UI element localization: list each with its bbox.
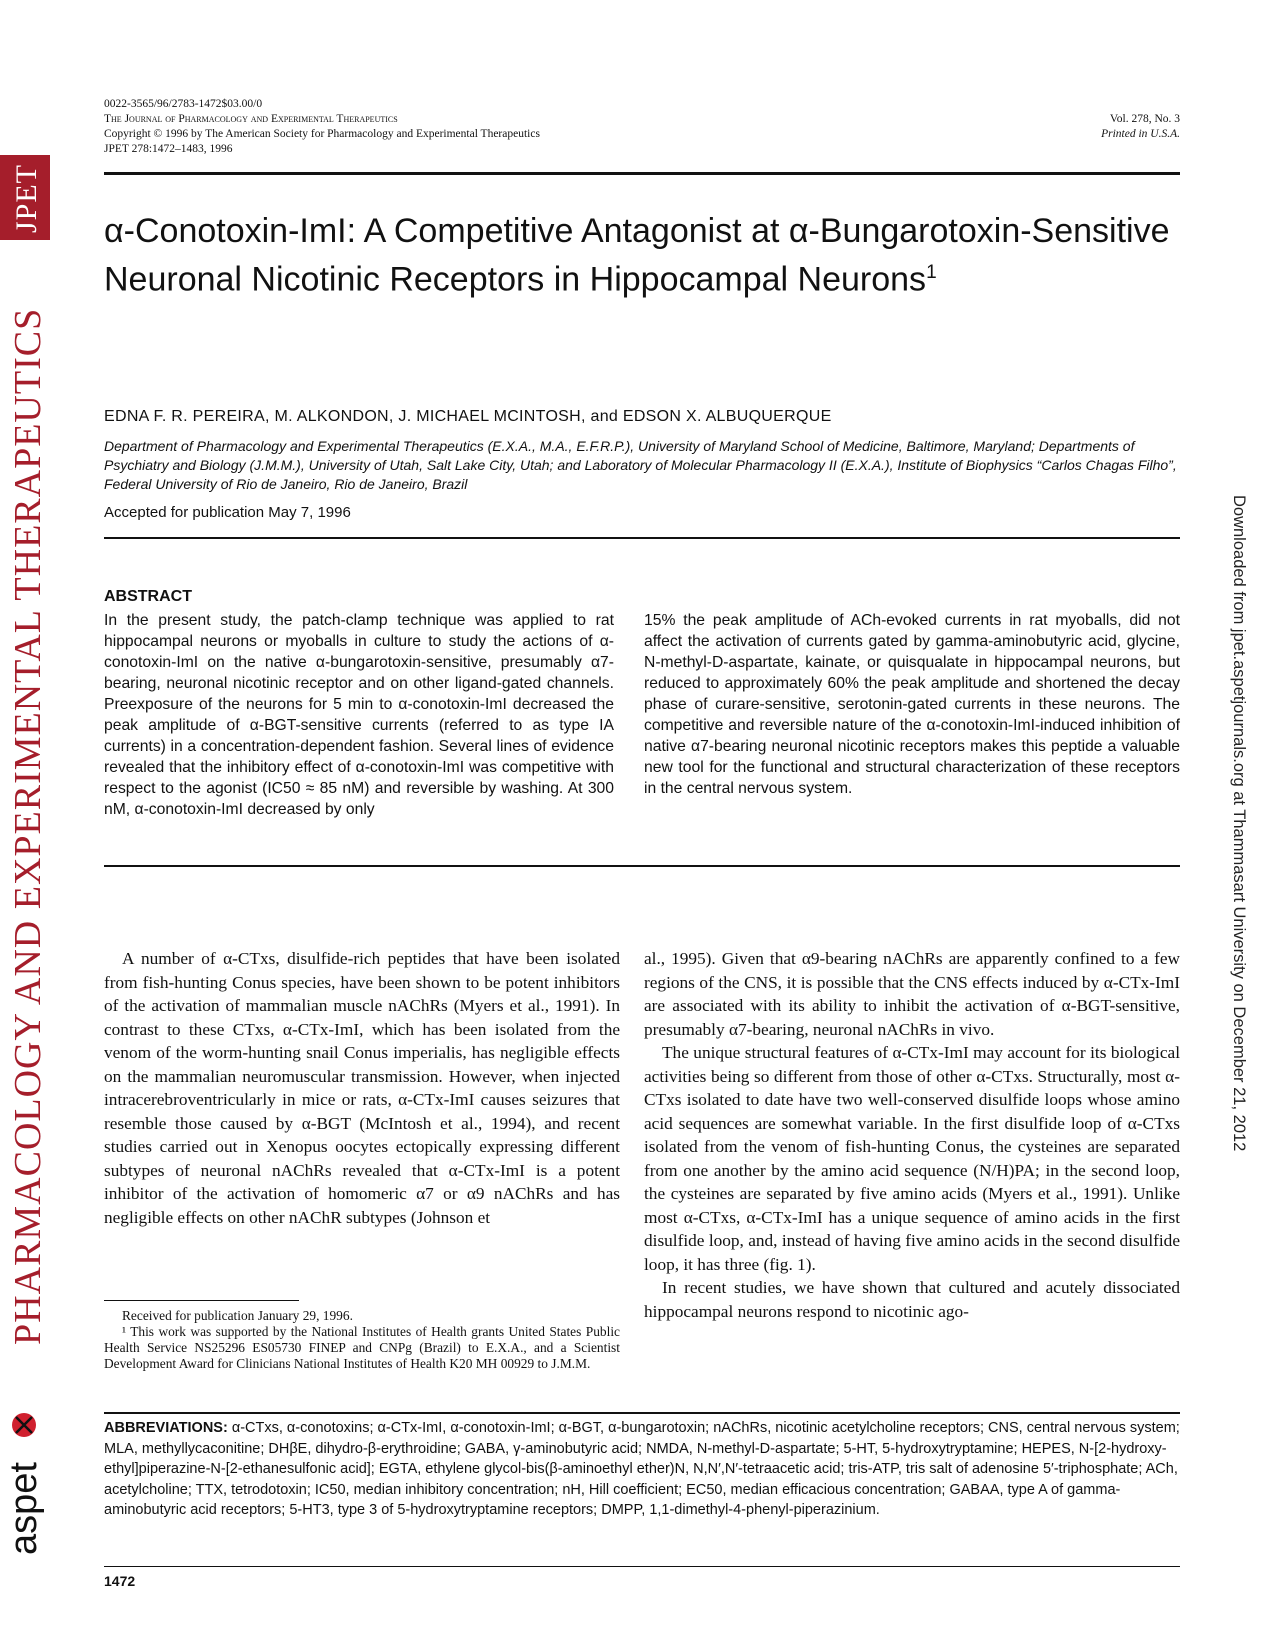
rule-below-abstract <box>104 865 1180 867</box>
abstract-left: In the present study, the patch-clamp technique was applied to rat hippocampal neurons or myoballs in culture to study the actions of α-conotoxin-ImI on the native α-bungarotoxin-sensitive, presumably α7-bearing, neuronal nicotinic receptor and on other ligand-gated channels. Preexposure of the neurons for 5 min to α-conotoxin-ImI decreased the peak amplitude of α-BGT-sensitive currents (referred to as type IA currents) in a concentration-dependent fashion. Several lines of evidence revealed that the inhibitory effect of α-conotoxin-ImI was competitive with respect to the agonist (IC50 ≈ 85 nM) and reversible by washing. At 300 nM, α-conotoxin-ImI decreased by only <box>104 612 614 818</box>
rule-above-abbrev <box>104 1412 1180 1414</box>
footnote-received: Received for publication January 29, 1996. <box>122 1308 353 1323</box>
title-footnote-mark: 1 <box>926 262 937 283</box>
aspet-logo <box>2 1355 48 1555</box>
jpet-banner <box>0 155 50 240</box>
top-rule <box>104 172 1180 175</box>
aspet-logo-text: aspet <box>3 1462 45 1555</box>
footnotes <box>104 1308 620 1372</box>
body-right-column <box>644 947 1180 1323</box>
abbreviations-label: ABBREVIATIONS: <box>104 1420 228 1436</box>
journal-name-vertical: PHARMACOLOGY AND EXPERIMENTAL THERAPEUTICS <box>7 307 49 1345</box>
abbreviations <box>104 1418 1180 1521</box>
body-paragraph: A number of α-CTxs, disulfide-rich peptides that have been isolated from fish-hunting Conus species, have been shown to be potent inhibitors of the activation of mammalian muscle nAChRs (Myers et al., 1991). In contrast to these CTxs, α-CTx-ImI, which has been isolated from the venom of the worm-hunting snail Conus imperialis, has negligible effects on the mammalian neuromuscular transmission. However, when injected intracerebroventricularly in mice or rats, α-CTx-ImI causes seizures that resemble those caused by α-BGT (McIntosh et al., 1994), and recent studies carried out in Xenopus oocytes ectopically expressing different subtypes of neuronal nAChRs revealed that α-CTx-ImI is a potent inhibitor of the activation of homomeric α7 or α9 nAChRs and has negligible effects on other nAChR subtypes (Johnson et <box>104 949 620 1227</box>
article-title <box>104 210 1194 300</box>
authors: EDNA F. R. PEREIRA, M. ALKONDON, J. MICHAEL MCINTOSH, and EDSON X. ALBUQUERQUE <box>104 408 832 425</box>
body-paragraph: In recent studies, we have shown that cultured and acutely dissociated hippocampal neurons respond to nicotinic ago- <box>644 1278 1180 1321</box>
accepted-date: Accepted for publication May 7, 1996 <box>104 504 351 521</box>
page-number: 1472 <box>104 1573 136 1589</box>
jpet-abbrev: JPET <box>10 163 43 233</box>
abstract-right: 15% the peak amplitude of ACh-evoked currents in rat myoballs, did not affect the activation of currents gated by gamma-aminobutyric acid, glycine, N-methyl-D-aspartate, kainate, or quisqualate in hippocampal neurons, but reduced to approximately 60% the peak amplitude and shortened the decay phase of curare-sensitive, serotonin-gated currents in these neurons. The competitive and reversible nature of the α-conotoxin-ImI-induced inhibition of native α7-bearing neuronal nicotinic receptors makes this peptide a valuable new tool for the functional and structural characterization of these receptors in the central nervous system. <box>644 612 1180 797</box>
footnote-rule <box>104 1300 299 1301</box>
body-left-column <box>104 947 620 1229</box>
header-left <box>104 97 540 157</box>
rule-above-page-number <box>104 1566 1180 1567</box>
header-code: 0022-3565/96/2783-1472$03.00/0 <box>104 98 263 110</box>
body-paragraph: al., 1995). Given that α9-bearing nAChRs are apparently confined to a few regions of the CNS, it is possible that the CNS effects induced by α-CTx-ImI are associated with its ability to inhibit the activation of α-BGT-sensitive, presumably α7-bearing, neuronal nAChRs in vivo. <box>644 949 1180 1039</box>
header-printed: Printed in U.S.A. <box>1101 128 1180 140</box>
header-volume: Vol. 278, No. 3 <box>1109 113 1180 125</box>
header-citation: JPET 278:1472–1483, 1996 <box>104 143 233 155</box>
download-note: Downloaded from jpet.aspetjournals.org at Thammasart University on December 21, 2012 <box>1230 495 1248 1152</box>
footnote-funding: ¹ This work was supported by the National Institutes of Health grants United States Public Health Service NS25296 ES05730 FINEP and CNPg (Brazil) to E.X.A., and a Scientist Development Award for Clinicians National Institutes of Health K20 MH 00929 to J.M.M. <box>104 1324 620 1371</box>
header-copyright: Copyright © 1996 by The American Society for Pharmacology and Experimental Therapeutics <box>104 128 540 140</box>
affiliations: Department of Pharmacology and Experimental Therapeutics (E.X.A., M.A., E.F.R.P.), University of Maryland School of Medicine, Baltimore, Maryland; Departments of Psychiatry and Biology (J.M.M.), University of Utah, Salt Lake City, Utah; and Laboratory of Molecular Pharmacology II (E.X.A.), Institute of Biophysics “Carlos Chagas Filho”, Federal University of Rio de Janeiro, Rio de Janeiro, Brazil <box>104 438 1177 492</box>
header-right <box>1000 112 1180 142</box>
rule-above-abstract <box>104 537 1180 539</box>
article-title-text: α-Conotoxin-ImI: A Competitive Antagonist at α-Bungarotoxin-Sensitive Neuronal Nicotinic Receptors in Hippocampal Neurons <box>104 212 1170 299</box>
abstract-heading: ABSTRACT <box>104 588 192 605</box>
header-journal: The Journal of Pharmacology and Experimental Therapeutics <box>104 113 398 125</box>
abbreviations-text: α-CTxs, α-conotoxins; α-CTx-ImI, α-conotoxin-ImI; α-BGT, α-bungarotoxin; nAChRs, nicotinic acetylcholine receptors; CNS, central nervous system; MLA, methyllycaconitine; DHβE, dihydro-β-erythroidine; GABA, γ-aminobutyric acid; NMDA, N-methyl-D-aspartate; 5-HT, 5-hydroxytryptamine; HEPES, N-[2-hydroxy-ethyl]piperazine-N-[2-ethanesulfonic acid]; EGTA, ethylene glycol-bis(β-aminoethyl ether)N, N,N′,N′-tetraacetic acid; tris-ATP, tris salt of adenosine 5′-triphosphate; ACh, acetylcholine; TTX, tetrodotoxin; IC50, median inhibitory concentration; nH, Hill coefficient; EC50, median efficacious concentration; GABAA, type A of gamma-aminobutyric acid receptors; 5-HT3, type 3 of 5-hydroxytryptamine receptors; DMPP, 1,1-dimethyl-4-phenyl-piperazinium. <box>104 1420 1180 1518</box>
body-paragraph: The unique structural features of α-CTx-ImI may account for its biological activities being so different from those of other α-CTxs. Structurally, most α-CTxs isolated to date have two well-conserved disulfide loops whose amino acid sequences are somewhat variable. In the first disulfide loop of α-CTxs isolated from the venom of fish-hunting Conus, the cysteines are separated from one another by the amino acid sequence (N/H)PA; in the second loop, the cysteines are separated by five amino acids (Myers et al., 1991). Unlike most α-CTxs, α-CTx-ImI has a unique sequence of amino acids in the first disulfide loop, and, instead of having five amino acids in the second disulfide loop, it has three (fig. 1). <box>644 1043 1180 1274</box>
